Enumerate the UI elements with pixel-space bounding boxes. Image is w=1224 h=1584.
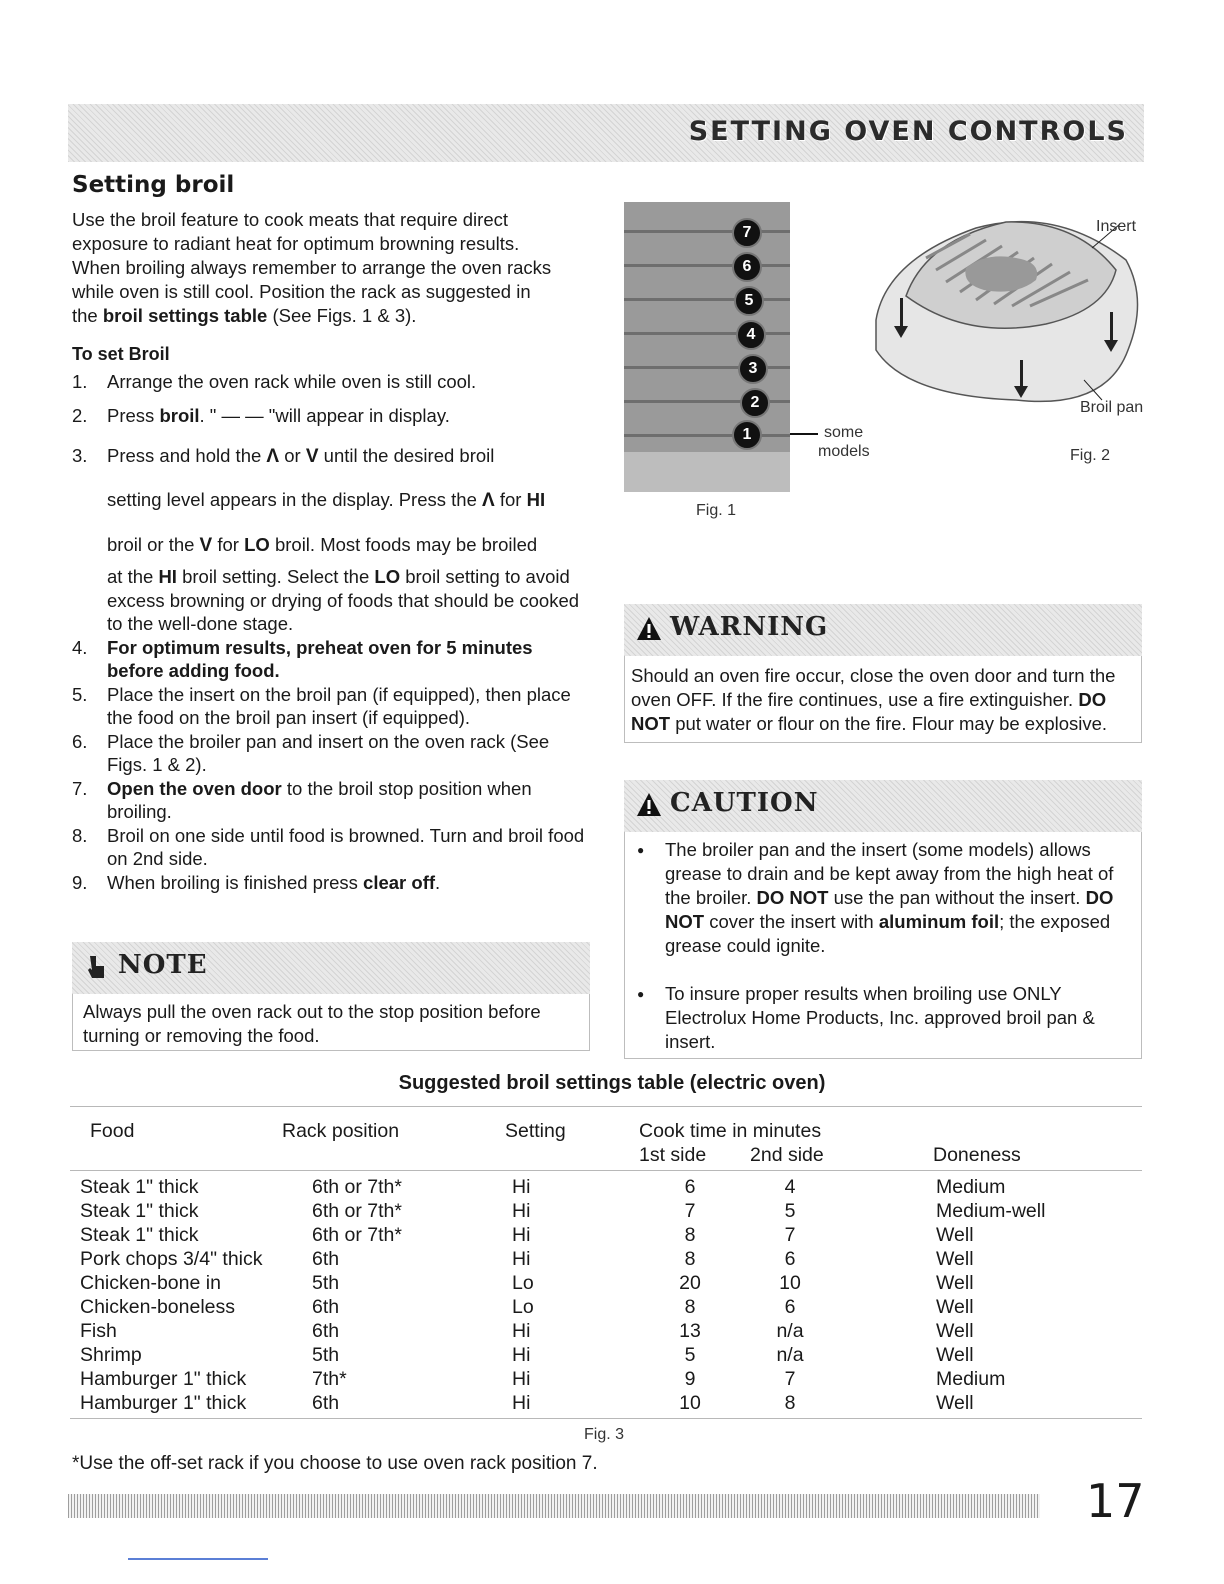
cell-setting: Hi <box>512 1344 531 1366</box>
table-row <box>70 1224 1142 1248</box>
header-2nd-side: 2nd side <box>750 1144 824 1166</box>
step-9: 9. When broiling is finished press clear off. <box>72 871 441 893</box>
cell-2nd-side: 5 <box>784 1200 796 1222</box>
cell-setting: Lo <box>512 1296 534 1318</box>
table-row <box>70 1392 1142 1416</box>
cell-2nd-side: 7 <box>784 1224 796 1246</box>
rack-position-badge: 4 <box>736 320 766 350</box>
table-row <box>70 1344 1142 1368</box>
caution-text <box>624 832 1142 1059</box>
rack-position-badge: 7 <box>732 218 762 248</box>
cell-rack-position: 5th <box>312 1272 340 1294</box>
cell-food: Chicken-bone in <box>80 1272 221 1294</box>
warning-header <box>624 604 1142 656</box>
cell-doneness: Medium <box>936 1176 1006 1198</box>
caution-box <box>624 780 1142 1059</box>
header-doneness: Doneness <box>933 1144 1021 1166</box>
cell-rack-position: 7th* <box>312 1368 347 1390</box>
fig1-oven-racks-image <box>624 202 790 492</box>
warning-triangle-icon <box>636 616 662 642</box>
cell-1st-side: 5 <box>684 1344 696 1366</box>
cell-rack-position: 6th <box>312 1392 340 1414</box>
fig1-callout-some: some <box>824 424 864 441</box>
rack-position-badge: 1 <box>732 420 762 450</box>
rack-position-badge: 6 <box>732 252 762 282</box>
cell-2nd-side: 7 <box>784 1368 796 1390</box>
cell-1st-side: 7 <box>684 1200 696 1222</box>
cell-food: Steak 1" thick <box>80 1200 199 1222</box>
header-cook-time: Cook time in minutes <box>639 1120 822 1142</box>
footer-band <box>68 1494 1040 1518</box>
section-header-band <box>68 104 1144 162</box>
cell-setting: Hi <box>512 1320 531 1342</box>
cell-setting: Hi <box>512 1176 531 1198</box>
cell-1st-side: 20 <box>679 1272 701 1294</box>
footnote: *Use the off-set rack if you choose to use oven rack position 7. <box>72 1453 598 1474</box>
cell-setting: Hi <box>512 1392 531 1414</box>
table-top-rule <box>70 1106 1142 1107</box>
intro-paragraph: Use the broil feature to cook meats that require direct exposure to radiant heat for optimum browning results. When broiling always remember to arrange the oven racks while oven is still cool. Position the rack as suggested in the broil settings table (See Figs. 1 & 3). <box>72 209 552 326</box>
table-row <box>70 1176 1142 1200</box>
cell-doneness: Well <box>936 1296 974 1318</box>
step-4: 4. For optimum results, preheat oven for 5 minutes before adding food. <box>72 636 533 681</box>
page-section-title: SETTING OVEN CONTROLS <box>688 116 1128 147</box>
header-1st-side: 1st side <box>639 1144 707 1166</box>
cell-food: Steak 1" thick <box>80 1176 199 1198</box>
cell-doneness: Medium-well <box>936 1200 1046 1222</box>
cell-rack-position: 6th <box>312 1320 340 1342</box>
caution-header <box>624 780 1142 832</box>
cell-2nd-side: 10 <box>779 1272 801 1294</box>
cell-setting: Lo <box>512 1272 534 1294</box>
bottom-accent-line <box>128 1558 268 1560</box>
table-row <box>70 1368 1142 1392</box>
cell-setting: Hi <box>512 1200 531 1222</box>
cell-2nd-side: n/a <box>776 1320 804 1342</box>
note-text: Always pull the oven rack out to the stop position before turning or removing the food. <box>72 994 590 1051</box>
cell-1st-side: 8 <box>684 1296 696 1318</box>
cell-rack-position: 5th <box>312 1344 340 1366</box>
cell-1st-side: 9 <box>684 1368 696 1390</box>
caution-triangle-icon <box>636 792 662 818</box>
header-food: Food <box>90 1120 135 1142</box>
section-title: Setting broil <box>72 172 235 198</box>
cell-2nd-side: 6 <box>784 1296 796 1318</box>
cell-1st-side: 10 <box>679 1392 701 1414</box>
down-arrow-icon: V <box>199 535 213 556</box>
rack-position-badge: 5 <box>734 286 764 316</box>
table-row <box>70 1248 1142 1272</box>
cell-1st-side: 8 <box>684 1224 696 1246</box>
cell-1st-side: 8 <box>684 1248 696 1270</box>
page-number: 17 <box>1086 1474 1145 1528</box>
cell-food: Shrimp <box>80 1344 142 1366</box>
header-setting: Setting <box>505 1120 566 1142</box>
rack-position-badge: 3 <box>738 354 768 384</box>
cell-doneness: Well <box>936 1224 974 1246</box>
cell-doneness: Well <box>936 1392 974 1414</box>
fig2-insert-label: Insert <box>1096 218 1137 235</box>
note-label: NOTE <box>118 950 208 980</box>
subhead-to-set-broil: To set Broil <box>72 344 170 364</box>
table-row <box>70 1296 1142 1320</box>
cell-2nd-side: 6 <box>784 1248 796 1270</box>
rack-position-badge: 2 <box>740 388 770 418</box>
cell-2nd-side: 8 <box>784 1392 796 1414</box>
cell-food: Pork chops 3/4" thick <box>80 1248 263 1270</box>
up-arrow-icon: Λ <box>266 446 280 467</box>
cell-1st-side: 13 <box>679 1320 701 1342</box>
warning-text: Should an oven fire occur, close the oven door and turn the oven OFF. If the fire continues, use a fire extinguisher. DO NOT put water or flour on the fire. Flour may be explosive. <box>624 656 1142 743</box>
fig2-label: Fig. 2 <box>1070 447 1111 464</box>
cell-doneness: Well <box>936 1344 974 1366</box>
cell-doneness: Well <box>936 1272 974 1294</box>
cell-food: Chicken-boneless <box>80 1296 236 1318</box>
caution-bullet-1: ● The broiler pan and the insert (some models) allows grease to drain and be kept away from the high heat of the broiler. DO NOT use the pan without the insert. DO NOT cover the insert with aluminum foil; the exposed grease could ignite. <box>631 838 1135 958</box>
cell-2nd-side: 4 <box>784 1176 796 1198</box>
note-header <box>72 942 590 994</box>
broil-steps-list <box>72 370 592 894</box>
step-3: 3. Press and hold the Λ or V until the desired broil setting level appears in the display. Press the Λ for HI broil or the V for LO broil. Most foods may be broiled at the HI broil setting. Select the LO broil setting to avoid excess browning or drying of foods that should be cooked to the well-done stage. <box>72 445 580 634</box>
step-8: 8. Broil on one side until food is browned. Turn and broil food on 2nd side. <box>72 824 585 869</box>
note-pointer-icon <box>84 954 110 980</box>
cell-setting: Hi <box>512 1248 531 1270</box>
fig1-label: Fig. 1 <box>696 502 737 519</box>
cell-rack-position: 6th <box>312 1248 340 1270</box>
note-box <box>72 942 590 1051</box>
broil-settings-table-body <box>70 1176 1142 1416</box>
cell-food: Steak 1" thick <box>80 1224 199 1246</box>
step-6: 6. Place the broiler pan and insert on the oven rack (See Figs. 1 & 2). <box>72 730 550 775</box>
caution-bullet-2: ● To insure proper results when broiling use ONLY Electrolux Home Products, Inc. approved broil pan & insert. <box>631 982 1135 1054</box>
step-7: 7. Open the oven door to the broil stop position when broiling. <box>72 777 532 822</box>
cell-setting: Hi <box>512 1224 531 1246</box>
cell-doneness: Well <box>936 1248 974 1270</box>
header-rack-position: Rack position <box>282 1120 400 1142</box>
cell-doneness: Medium <box>936 1368 1006 1390</box>
cell-rack-position: 6th <box>312 1296 340 1318</box>
cell-rack-position: 6th or 7th* <box>312 1224 402 1246</box>
fig3-label: Fig. 3 <box>584 1426 625 1443</box>
up-arrow-icon: Λ <box>482 490 495 511</box>
cell-rack-position: 6th or 7th* <box>312 1200 402 1222</box>
table-row <box>70 1272 1142 1296</box>
cell-setting: Hi <box>512 1368 531 1390</box>
cell-rack-position: 6th or 7th* <box>312 1176 402 1198</box>
table-title: Suggested broil settings table (electric oven) <box>398 1072 826 1094</box>
step-1: 1. Arrange the oven rack while oven is still cool. <box>72 371 477 392</box>
cell-doneness: Well <box>936 1320 974 1342</box>
caution-label: CAUTION <box>670 788 819 818</box>
cell-food: Fish <box>80 1320 117 1342</box>
fig1-callout-models: models <box>818 443 870 460</box>
step-5: 5. Place the insert on the broil pan (if equipped), then place the food on the broil pan insert (if equipped). <box>72 683 571 728</box>
table-header-rule <box>70 1170 1142 1171</box>
table-row <box>70 1200 1142 1224</box>
fig2-broil-pan-label: Broil pan <box>1080 399 1144 416</box>
warning-box <box>624 604 1142 743</box>
cell-food: Hamburger 1" thick <box>80 1368 247 1390</box>
cell-2nd-side: n/a <box>776 1344 804 1366</box>
down-arrow-icon: V <box>305 446 319 467</box>
step-2: 2. Press broil. " — — "will appear in display. <box>72 405 450 426</box>
cell-food: Hamburger 1" thick <box>80 1392 247 1414</box>
table-bottom-rule <box>70 1418 1142 1419</box>
cell-1st-side: 6 <box>684 1176 696 1198</box>
fig1-callout-line <box>790 433 818 435</box>
table-row <box>70 1320 1142 1344</box>
warning-label: WARNING <box>670 612 829 642</box>
